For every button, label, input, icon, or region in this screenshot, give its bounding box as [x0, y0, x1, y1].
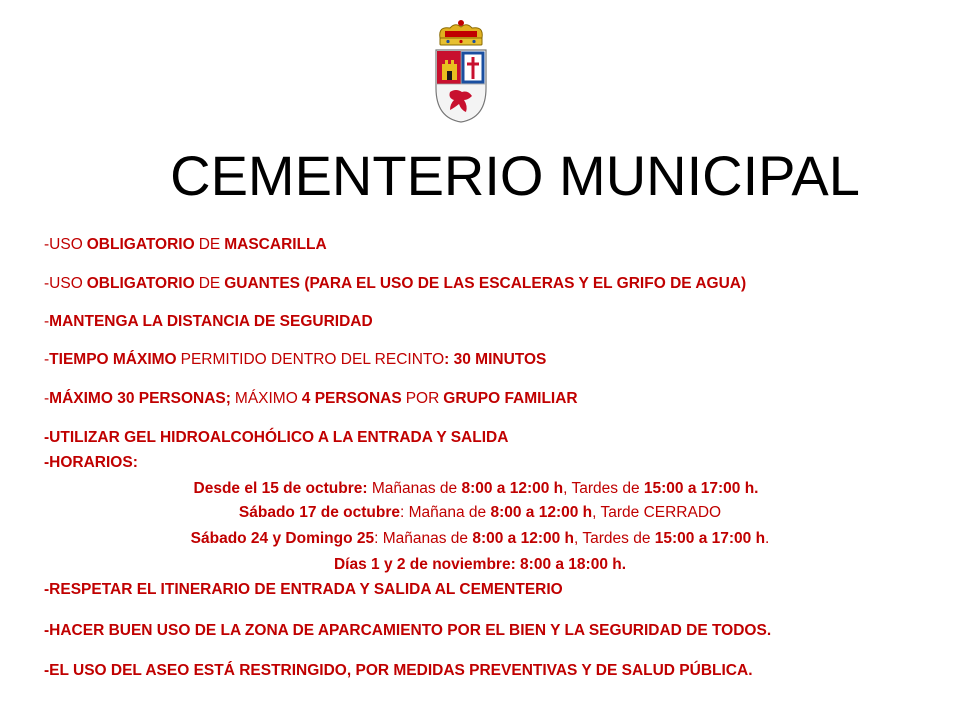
page-title: CEMENTERIO MUNICIPAL: [170, 144, 860, 207]
rule-gel: -UTILIZAR GEL HIDROALCOHÓLICO A LA ENTRADA Y SALIDA: [44, 429, 509, 446]
shield-icon: [436, 50, 486, 122]
schedule-line-2: Sábado 17 de octubre: Mañana de 8:00 a 12:00 h, Tarde CERRADO: [238, 504, 722, 521]
rule-max-time: -TIEMPO MÁXIMO PERMITIDO DENTRO DEL RECINTO: 30 MINUTOS: [44, 351, 547, 368]
coat-of-arms-icon: [428, 18, 494, 124]
rule-max-people: -MÁXIMO 30 PERSONAS; MÁXIMO 4 PERSONAS POR GRUPO FAMILIAR: [44, 390, 578, 407]
rule-restroom: -EL USO DEL ASEO ESTÁ RESTRINGIDO, POR MEDIDAS PREVENTIVAS Y DE SALUD PÚBLICA.: [44, 662, 753, 679]
rule-gloves: -USO OBLIGATORIO DE GUANTES (PARA EL USO DE LAS ESCALERAS Y EL GRIFO DE AGUA): [44, 275, 747, 292]
rule-mask: -USO OBLIGATORIO DE MASCARILLA: [44, 236, 327, 253]
rule-parking: -HACER BUEN USO DE LA ZONA DE APARCAMIENTO POR EL BIEN Y LA SEGURIDAD DE TODOS.: [44, 622, 772, 639]
rule-distance: -MANTENGA LA DISTANCIA DE SEGURIDAD: [44, 313, 373, 330]
rule-hours-heading: -HORARIOS:: [44, 454, 138, 471]
schedule-line-1: Desde el 15 de octubre: Mañanas de 8:00 a 12:00 h, Tardes de 15:00 a 17:00 h.: [193, 480, 759, 497]
rule-itinerary: -RESPETAR EL ITINERARIO DE ENTRADA Y SALIDA AL CEMENTERIO: [44, 581, 563, 598]
crown-icon: [440, 20, 483, 45]
schedule-line-4: Días 1 y 2 de noviembre: 8:00 a 18:00 h.: [333, 556, 627, 573]
schedule-line-3: Sábado 24 y Domingo 25: Mañanas de 8:00 a 12:00 h, Tardes de 15:00 a 17:00 h.: [190, 530, 770, 547]
